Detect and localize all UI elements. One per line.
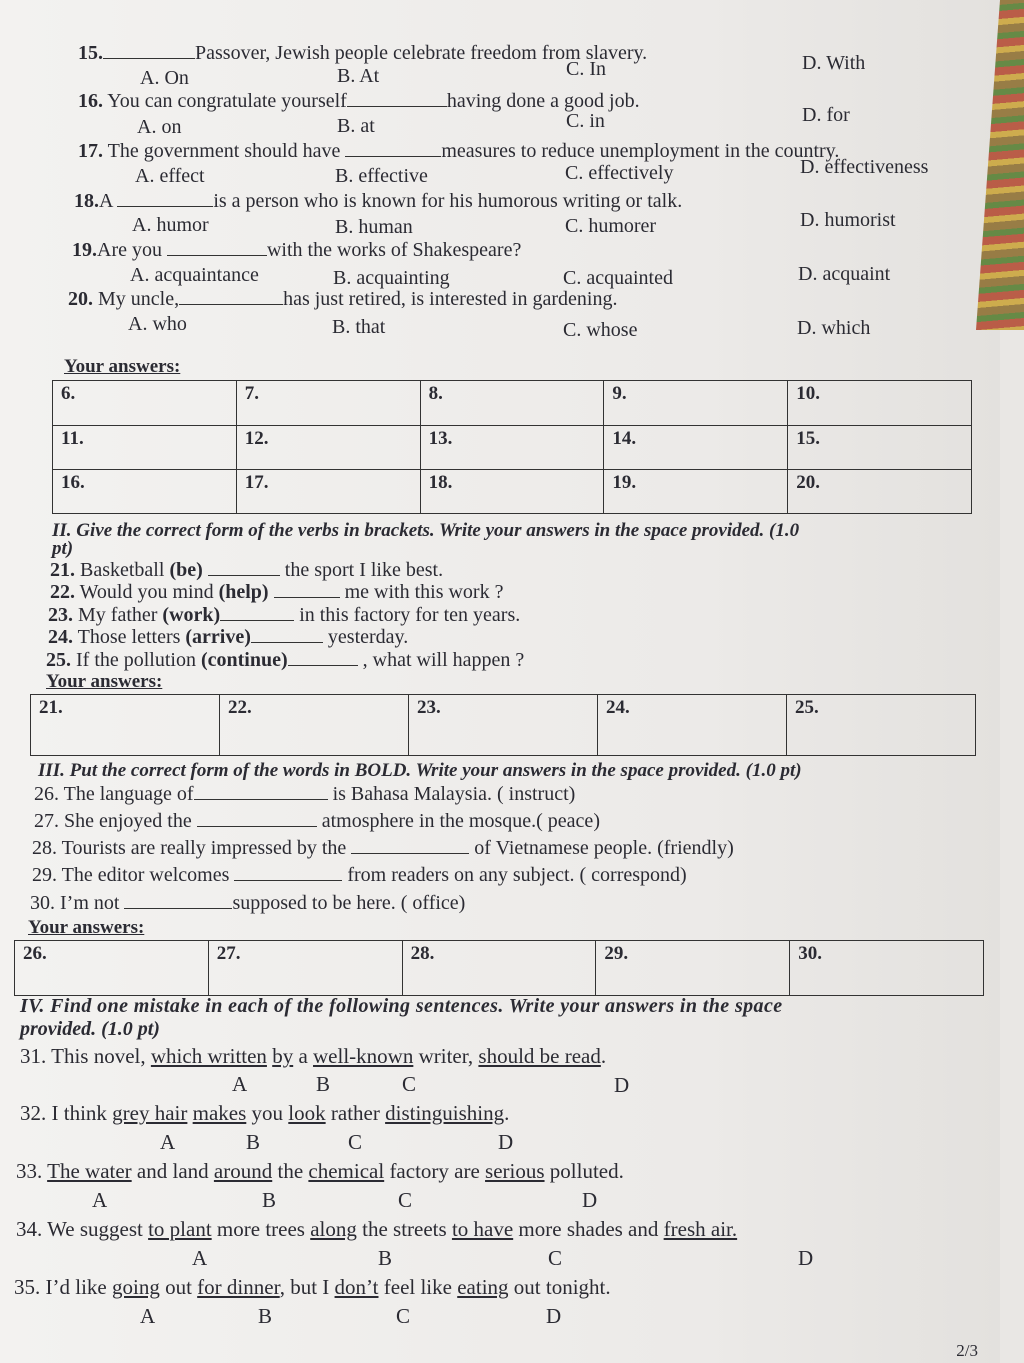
option-letter-d: D xyxy=(546,1304,562,1328)
option-c: C. humorer xyxy=(565,215,657,237)
question-number: 15. xyxy=(78,42,103,64)
option-a: A. who xyxy=(128,313,187,335)
word-form-item-29 xyxy=(32,864,687,887)
item-text-pre: If the pollution xyxy=(76,649,196,671)
underlined-option-a: grey hair xyxy=(112,1101,188,1125)
verb-hint: (work) xyxy=(162,604,221,626)
answer-cell[interactable]: 27. xyxy=(208,941,402,996)
answer-cell[interactable]: 16. xyxy=(53,470,237,514)
answer-table-3 xyxy=(14,940,984,996)
your-answers-label: Your answers: xyxy=(64,356,181,377)
item-text-pre: She enjoyed the xyxy=(64,810,192,832)
option-letter-a: A xyxy=(92,1188,108,1212)
option-b: B. that xyxy=(332,316,386,338)
option-letter-a: A xyxy=(140,1304,156,1328)
underlined-option-d: serious xyxy=(485,1159,545,1183)
section-2-heading-cont: pt) xyxy=(52,538,74,559)
option-d: D. effectiveness xyxy=(800,156,929,178)
option-letter-b: B xyxy=(246,1130,261,1154)
answer-cell[interactable]: 7. xyxy=(236,381,420,426)
item-number: 31. xyxy=(20,1044,47,1068)
item-number: 21. xyxy=(50,559,75,581)
item-text-post: , what will happen ? xyxy=(362,649,525,671)
question-text-pre: The government should have xyxy=(107,140,341,162)
option-a: A. on xyxy=(137,116,182,138)
option-a: A. On xyxy=(140,67,189,89)
item-number: 30. xyxy=(30,892,55,914)
underlined-option-b: by xyxy=(272,1044,294,1068)
option-letter-b: B xyxy=(316,1072,331,1096)
item-text-post: yesterday. xyxy=(327,626,409,648)
answer-cell[interactable]: 8. xyxy=(420,381,604,426)
item-number: 34. xyxy=(16,1217,43,1241)
underlined-option-c: well-known xyxy=(313,1044,414,1068)
question-text-pre: My uncle, xyxy=(98,288,180,310)
item-text-pre: My father xyxy=(78,604,158,626)
option-letter-c: C xyxy=(398,1188,413,1212)
answer-table-2 xyxy=(30,694,976,756)
answer-cell[interactable]: 21. xyxy=(31,695,220,756)
sentence-part: more shades and xyxy=(513,1217,664,1241)
verb-item-25 xyxy=(46,649,524,672)
underlined-option-a: to plant xyxy=(148,1217,212,1241)
sentence-part: , but I xyxy=(279,1275,335,1299)
option-a: A. humor xyxy=(132,214,209,236)
option-letter-a: A xyxy=(192,1246,208,1270)
word-form-item-27 xyxy=(34,810,600,833)
option-letter-d: D xyxy=(498,1130,514,1154)
underlined-option-a: going xyxy=(111,1275,160,1299)
option-b: B. At xyxy=(337,65,380,87)
question-number: 19. xyxy=(72,239,97,261)
sentence-part: rather xyxy=(325,1101,386,1125)
underlined-option-d: should be read xyxy=(478,1044,601,1068)
answer-cell[interactable]: 14. xyxy=(604,426,788,470)
item-text-pre: I’m not xyxy=(60,892,120,914)
option-letter-c: C xyxy=(402,1072,417,1096)
item-text-pre: Basketball xyxy=(80,559,165,581)
sentence-part: This novel, xyxy=(51,1044,151,1068)
sentence-part: more trees xyxy=(211,1217,311,1241)
question-text-post: measures to reduce unemployment in the country. xyxy=(441,140,840,162)
option-letter-b: B xyxy=(378,1246,393,1270)
option-letter-b: B xyxy=(258,1304,273,1328)
answer-cell[interactable]: 12. xyxy=(236,426,420,470)
item-number: 32. xyxy=(20,1101,47,1125)
answer-cell[interactable]: 18. xyxy=(420,470,604,514)
verb-item-24 xyxy=(48,626,408,649)
question-number: 20. xyxy=(68,288,93,310)
sentence-part: the streets xyxy=(356,1217,452,1241)
verb-hint: (arrive) xyxy=(185,626,251,648)
answer-cell[interactable]: 25. xyxy=(787,695,976,756)
option-c: C. in xyxy=(566,110,605,132)
verb-hint: (continue) xyxy=(200,649,288,671)
answer-cell[interactable]: 15. xyxy=(788,426,972,470)
option-d: D. acquaint xyxy=(798,263,891,285)
sentence-part: the xyxy=(272,1159,309,1183)
item-text-pre: Those letters xyxy=(77,626,181,648)
section-4-heading-cont: provided. (1.0 pt) xyxy=(20,1018,160,1040)
item-number: 28. xyxy=(32,837,57,859)
answer-cell[interactable]: 23. xyxy=(409,695,598,756)
underlined-option-d: eating xyxy=(457,1275,509,1299)
option-c: C. In xyxy=(566,58,606,80)
item-number: 24. xyxy=(48,626,73,648)
item-number: 29. xyxy=(32,864,57,886)
underlined-option-b: along xyxy=(310,1217,357,1241)
underlined-option-c: look xyxy=(288,1101,326,1125)
answer-cell[interactable]: 30. xyxy=(790,941,984,996)
underlined-option-b: around xyxy=(213,1159,273,1183)
underlined-option-c: to have xyxy=(451,1217,514,1241)
verb-item-22 xyxy=(50,581,503,604)
option-d: D. With xyxy=(802,52,866,74)
item-text-post: supposed to be here. ( office) xyxy=(232,892,466,914)
section-4-heading: IV. Find one mistake in each of the following sentences. Write your answers in the space xyxy=(20,995,783,1017)
item-number: 22. xyxy=(50,581,75,603)
sentence-part: out tonight. xyxy=(508,1275,611,1299)
item-number: 23. xyxy=(48,604,73,626)
question-text-pre: Are you xyxy=(97,239,162,261)
page-number: 2/3 xyxy=(956,1341,978,1360)
underlined-option-a: which written xyxy=(150,1044,267,1068)
verb-item-21 xyxy=(50,559,443,582)
answer-cell[interactable]: 20. xyxy=(788,470,972,514)
item-text-post: of Vietnamese people. (friendly) xyxy=(474,837,734,859)
item-number: 35. xyxy=(14,1275,41,1299)
sentence-part: We suggest xyxy=(47,1217,149,1241)
option-c: C. effectively xyxy=(565,162,674,184)
sentence-part: I’d like xyxy=(45,1275,112,1299)
sentence-part: writer, xyxy=(413,1044,479,1068)
question-text-pre: A xyxy=(99,190,113,212)
answer-cell[interactable]: 13. xyxy=(420,426,604,470)
option-letter-c: C xyxy=(548,1246,563,1270)
question-text-post: is a person who is known for his humorous writing or talk. xyxy=(213,190,683,212)
underlined-option-a: The water xyxy=(47,1159,132,1183)
question-number: 18. xyxy=(74,190,99,212)
item-text-post: is Bahasa Malaysia. ( instruct) xyxy=(332,783,576,805)
verb-hint: (be) xyxy=(169,559,203,581)
item-text-post: me with this work ? xyxy=(344,581,504,603)
underlined-option-b: for dinner xyxy=(197,1275,280,1299)
sentence-part: I think xyxy=(51,1101,113,1125)
sentence-part: . xyxy=(600,1044,607,1068)
sentence-part: you xyxy=(246,1101,289,1125)
answer-cell[interactable]: 11. xyxy=(53,426,237,470)
answer-cell[interactable]: 17. xyxy=(236,470,420,514)
your-answers-label: Your answers: xyxy=(28,917,145,938)
answer-table-1 xyxy=(52,380,972,514)
mistake-item-33 xyxy=(16,1159,624,1184)
option-letter-b: B xyxy=(262,1188,277,1212)
option-b: B. acquainting xyxy=(333,267,450,289)
option-b: B. at xyxy=(337,115,375,137)
item-number: 25. xyxy=(46,649,71,671)
word-form-item-30 xyxy=(30,892,465,915)
option-b: B. effective xyxy=(335,165,428,187)
answer-cell[interactable]: 26. xyxy=(15,941,209,996)
item-text-post: from readers on any subject. ( correspond) xyxy=(347,864,687,886)
item-number: 33. xyxy=(16,1159,43,1183)
option-a: A. effect xyxy=(135,165,205,187)
question-number: 16. xyxy=(78,90,103,112)
answer-cell[interactable]: 29. xyxy=(596,941,790,996)
option-letter-d: D xyxy=(614,1073,630,1097)
option-letter-a: A xyxy=(232,1072,248,1096)
option-letter-a: A xyxy=(160,1130,176,1154)
section-2-heading: II. Give the correct form of the verbs in brackets. Write your answers in the space provided. (1.0 xyxy=(52,520,800,541)
underlined-option-b: makes xyxy=(192,1101,247,1125)
mistake-item-34 xyxy=(16,1217,737,1242)
sentence-part: out xyxy=(159,1275,198,1299)
answer-cell[interactable]: 10. xyxy=(788,381,972,426)
word-form-item-28 xyxy=(32,837,734,860)
answer-cell[interactable]: 6. xyxy=(53,381,237,426)
answer-cell[interactable]: 9. xyxy=(604,381,788,426)
item-text-post: the sport I like best. xyxy=(284,559,444,581)
option-b: B. human xyxy=(335,216,413,238)
question-text-pre: You can congratulate yourself xyxy=(107,90,347,112)
item-text-post: atmosphere in the mosque.( peace) xyxy=(321,810,600,832)
answer-cell[interactable]: 24. xyxy=(598,695,787,756)
item-text-pre: The editor welcomes xyxy=(61,864,230,886)
option-c: C. whose xyxy=(563,319,638,341)
mistake-item-35 xyxy=(14,1275,611,1300)
verb-item-23 xyxy=(48,604,520,627)
sentence-part: polluted. xyxy=(544,1159,624,1183)
option-letter-c: C xyxy=(348,1130,363,1154)
sentence-part: and land xyxy=(131,1159,214,1183)
option-a: A. acquaintance xyxy=(130,264,259,286)
sentence-part: . xyxy=(504,1101,510,1125)
word-form-item-26 xyxy=(34,783,575,806)
item-text-post: in this factory for ten years. xyxy=(299,604,521,626)
option-letter-c: C xyxy=(396,1304,411,1328)
question-text-post: having done a good job. xyxy=(446,90,640,112)
question-text-post: has just retired, is interested in gardening. xyxy=(283,288,618,310)
question-text: Passover, Jewish people celebrate freedom from slavery. xyxy=(195,42,648,64)
item-number: 26. xyxy=(34,783,59,805)
underlined-option-c: chemical xyxy=(308,1159,385,1183)
option-d: D. which xyxy=(797,317,871,339)
option-d: D. humorist xyxy=(800,209,896,231)
underlined-option-d: distinguishing xyxy=(385,1101,505,1125)
section-3-heading: III. Put the correct form of the words in BOLD. Write your answers in the space provided. (1.0 pt) xyxy=(38,760,802,781)
item-number: 27. xyxy=(34,810,59,832)
mistake-item-32 xyxy=(20,1101,509,1126)
underlined-option-d: fresh air. xyxy=(663,1217,738,1241)
verb-hint: (help) xyxy=(218,581,269,603)
answer-cell[interactable]: 28. xyxy=(402,941,596,996)
option-letter-d: D xyxy=(582,1188,598,1212)
option-c: C. acquainted xyxy=(563,267,673,289)
sentence-part: factory are xyxy=(384,1159,486,1183)
underlined-option-c: don’t xyxy=(334,1275,379,1299)
answer-cell[interactable]: 22. xyxy=(220,695,409,756)
question-number: 17. xyxy=(78,140,103,162)
your-answers-label: Your answers: xyxy=(46,671,163,692)
item-text-pre: Would you mind xyxy=(79,581,214,603)
option-letter-d: D xyxy=(798,1246,814,1270)
option-d: D. for xyxy=(802,104,850,126)
item-text-pre: Tourists are really impressed by the xyxy=(61,837,347,859)
item-text-pre: The language of xyxy=(63,783,194,805)
mistake-item-31 xyxy=(20,1044,606,1069)
sentence-part: feel like xyxy=(378,1275,458,1299)
sentence-part: a xyxy=(293,1044,314,1068)
question-text-post: with the works of Shakespeare? xyxy=(266,239,522,261)
answer-cell[interactable]: 19. xyxy=(604,470,788,514)
